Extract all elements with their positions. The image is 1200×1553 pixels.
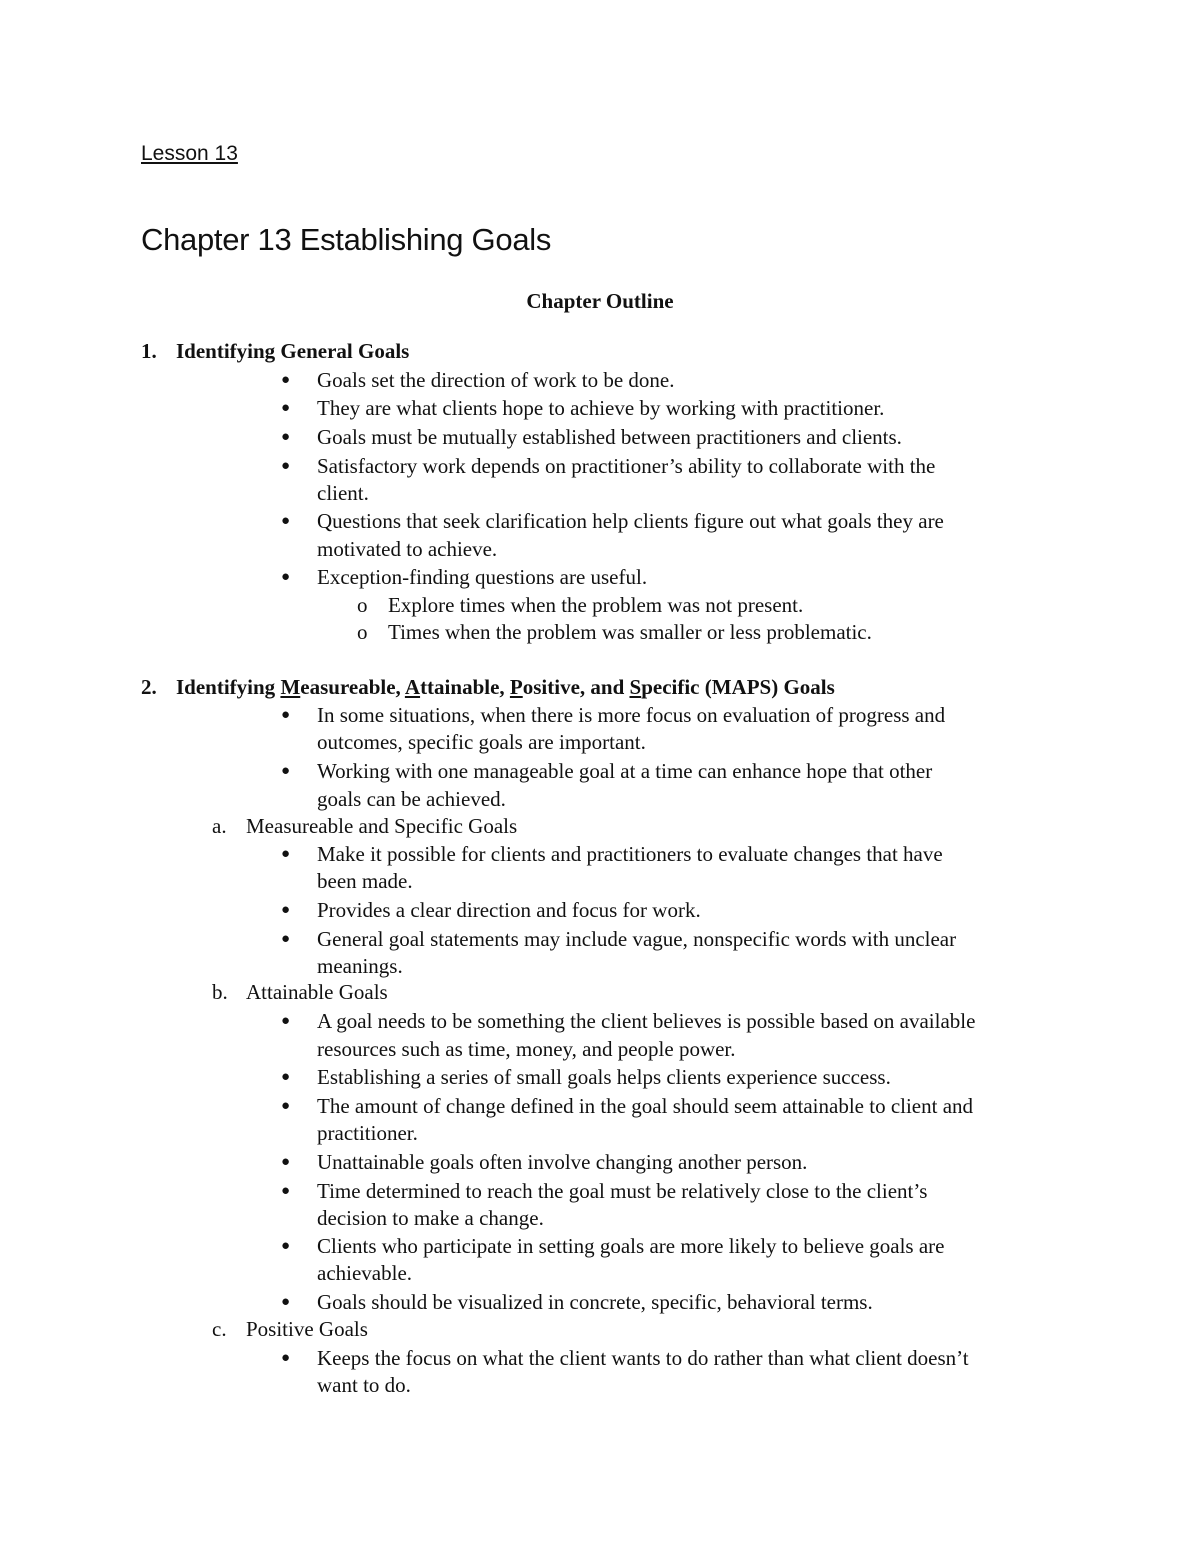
lesson-label: Lesson 13 <box>141 142 238 165</box>
bullet-icon: ● <box>281 902 291 918</box>
bullet-icon: ● <box>281 1294 291 1310</box>
list-item: Exception-finding questions are useful. <box>317 565 648 589</box>
list-item: Satisfactory work depends on practitioner’s ability to collaborate with the <box>317 454 936 478</box>
bullet-icon: ● <box>281 429 291 445</box>
list-item-continuation: practitioner. <box>317 1121 418 1145</box>
subsection-c-letter: c. <box>212 1317 227 1341</box>
bullet-icon: ● <box>281 846 291 862</box>
list-item: Goals set the direction of work to be done. <box>317 368 675 392</box>
list-item-continuation: achievable. <box>317 1261 413 1285</box>
bullet-icon: ● <box>281 513 291 529</box>
bullet-icon: ● <box>281 1183 291 1199</box>
bullet-icon: ● <box>281 763 291 779</box>
list-item: Make it possible for clients and practitioners to evaluate changes that have <box>317 842 943 866</box>
list-item: Goals must be mutually established between practitioners and clients. <box>317 425 902 449</box>
bullet-icon: ● <box>281 372 291 388</box>
list-item-continuation: resources such as time, money, and people power. <box>317 1037 736 1061</box>
bullet-icon: ● <box>281 931 291 947</box>
list-item-continuation: decision to make a change. <box>317 1206 544 1230</box>
bullet-icon: ● <box>281 1154 291 1170</box>
list-item-continuation: want to do. <box>317 1373 411 1397</box>
bullet-icon: ● <box>281 458 291 474</box>
list-item: Goals should be visualized in concrete, specific, behavioral terms. <box>317 1290 873 1314</box>
heading-initial-p: P <box>509 675 523 699</box>
bullet-icon: ● <box>281 1013 291 1029</box>
list-item: A goal needs to be something the client believes is possible based on available <box>317 1009 976 1033</box>
list-item: Working with one manageable goal at a time can enhance hope that other <box>317 759 933 783</box>
subsection-a-title: Measureable and Specific Goals <box>246 814 518 838</box>
list-item-continuation: outcomes, specific goals are important. <box>317 730 646 754</box>
list-item: In some situations, when there is more focus on evaluation of progress and <box>317 703 946 727</box>
section-1-number: 1. <box>141 339 157 363</box>
subsection-b-title: Attainable Goals <box>246 980 388 1004</box>
heading-text: ositive, and <box>522 675 630 699</box>
heading-text: Identifying <box>176 675 281 699</box>
list-item: The amount of change defined in the goal should seem attainable to client and <box>317 1094 974 1118</box>
section-1-heading: Identifying General Goals <box>176 339 410 363</box>
list-item-continuation: meanings. <box>317 954 403 978</box>
heading-initial-s: S <box>629 675 642 699</box>
bullet-icon: ● <box>281 1238 291 1254</box>
list-item: Establishing a series of small goals helps clients experience success. <box>317 1065 891 1089</box>
sub-bullet-icon: o <box>357 620 368 644</box>
list-item: Keeps the focus on what the client wants to do rather than what client doesn’t <box>317 1346 969 1370</box>
heading-initial-m: M <box>280 675 301 699</box>
list-item: They are what clients hope to achieve by working with practitioner. <box>317 396 885 420</box>
list-item-continuation: goals can be achieved. <box>317 787 506 811</box>
bullet-icon: ● <box>281 707 291 723</box>
chapter-title: Chapter 13 Establishing Goals <box>141 222 552 257</box>
list-item: Time determined to reach the goal must be relatively close to the client’s <box>317 1179 928 1203</box>
bullet-icon: ● <box>281 1069 291 1085</box>
sub-list-item: Explore times when the problem was not present. <box>388 593 804 617</box>
heading-text: pecific (MAPS) Goals <box>641 675 835 699</box>
sub-bullet-icon: o <box>357 593 368 617</box>
bullet-icon: ● <box>281 400 291 416</box>
list-item: Clients who participate in setting goals are more likely to believe goals are <box>317 1234 945 1258</box>
heading-text: easureable, <box>300 675 405 699</box>
list-item: Unattainable goals often involve changing another person. <box>317 1150 808 1174</box>
subsection-b-letter: b. <box>212 980 228 1004</box>
section-2-number: 2. <box>141 675 157 699</box>
bullet-icon: ● <box>281 569 291 585</box>
list-item-continuation: been made. <box>317 869 413 893</box>
list-item: General goal statements may include vague, nonspecific words with unclear <box>317 927 957 951</box>
heading-text: ttainable, <box>420 675 510 699</box>
heading-initial-a: A <box>404 675 421 699</box>
subsection-c-title: Positive Goals <box>246 1317 368 1341</box>
outline-title: Chapter Outline <box>526 289 674 313</box>
bullet-icon: ● <box>281 1350 291 1366</box>
sub-list-item: Times when the problem was smaller or less problematic. <box>388 620 872 644</box>
section-2-heading <box>176 673 835 701</box>
subsection-a-letter: a. <box>212 814 227 838</box>
list-item: Provides a clear direction and focus for work. <box>317 898 701 922</box>
list-item: Questions that seek clarification help clients figure out what goals they are <box>317 509 944 533</box>
bullet-icon: ● <box>281 1098 291 1114</box>
list-item-continuation: motivated to achieve. <box>317 537 498 561</box>
list-item-continuation: client. <box>317 481 369 505</box>
